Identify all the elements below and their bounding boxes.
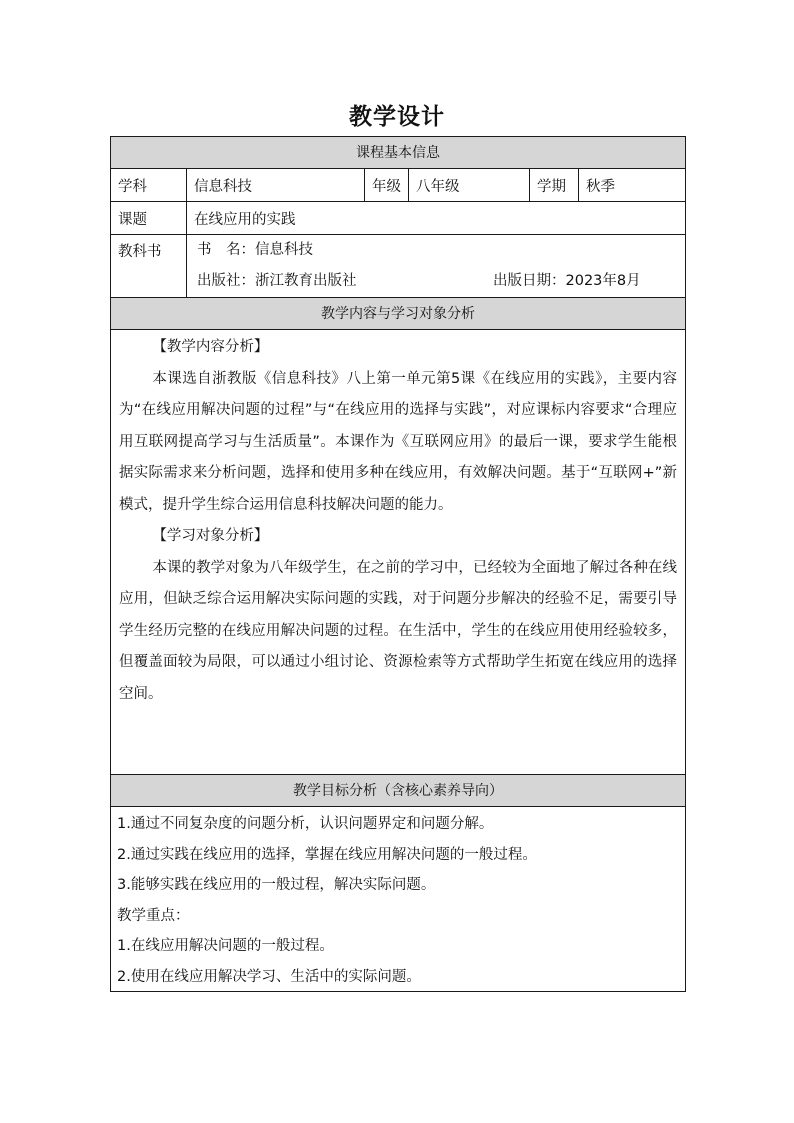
publisher-line: [197, 266, 685, 297]
key-point-item: 2.使用在线应用解决学习、生活中的实际问题。: [117, 968, 421, 985]
document-title: 教学设计: [349, 103, 445, 130]
topic-label: 课题: [111, 202, 187, 234]
publish-date: 出版日期：2023年8月: [493, 273, 641, 289]
lesson-plan-table: [110, 136, 686, 992]
goals-header: 教学目标分析（含核心素养导向）: [111, 775, 685, 807]
grade-label: 年级: [365, 169, 409, 201]
subject-value: 信息科技: [187, 169, 365, 201]
subject-label: 学科: [111, 169, 187, 201]
publisher: 出版社：浙江教育出版社: [197, 273, 357, 289]
content-analysis-text: 本课选自浙教版《信息科技》八上第一单元第5课《在线应用的实践》，主要内容为“在线应用解决问题的过程”与“在线应用的选择与实践”，对应课标内容要求“合理应用互联网提高学习与生活质量”。本课作为《互联网应用》的最后一课，要求学生能根据实际需求来分析问题，选择和使用多种在线应用，有效解决问题。基于“互联网+”新模式，提升学生综合运用信息科技解决问题的能力。: [119, 370, 677, 513]
textbook-row: [111, 235, 685, 298]
key-point-item: 1.在线应用解决问题的一般过程。: [117, 938, 334, 954]
learner-analysis-heading: 【学习对象分析】: [152, 528, 269, 544]
topic-value: 在线应用的实践: [194, 211, 296, 228]
goal-item: 3.能够实践在线应用的一般过程，解决实际问题。: [117, 877, 436, 893]
basic-info-header: 课程基本信息: [111, 137, 685, 169]
goal-item: 1.通过不同复杂度的问题分析，认识问题界定和问题分解。: [117, 816, 494, 832]
analysis-header: 教学内容与学习对象分析: [111, 298, 685, 330]
topic-row: [111, 202, 685, 235]
book-name: 书 名：信息科技: [197, 242, 313, 258]
grade-value: 八年级: [409, 169, 530, 201]
learner-analysis-text: 本课的教学对象为八年级学生，在之前的学习中，已经较为全面地了解过各种在线应用，但缺乏综合运用解决实际问题的实践，对于问题分步解决的经验不足，需要引导学生经历完整的在线应用解决问题的过程。在生活中，学生的在线应用使用经验较多，但覆盖面较为局限，可以通过小组讨论、资源检索等方式帮助学生拓宽在线应用的选择空间。: [119, 559, 677, 702]
basic-info-row: [111, 169, 685, 202]
term-label: 学期: [530, 169, 579, 201]
textbook-label: 教科书: [111, 235, 187, 297]
content-analysis-heading: 【教学内容分析】: [152, 339, 269, 355]
goals-section: [111, 807, 685, 991]
goal-item: 2.通过实践在线应用的选择，掌握在线应用解决问题的一般过程。: [117, 846, 537, 863]
analysis-section: [111, 330, 685, 775]
term-value: 秋季: [586, 178, 615, 195]
textbook-info: [187, 235, 685, 297]
key-points-label: 教学重点：: [117, 907, 190, 924]
